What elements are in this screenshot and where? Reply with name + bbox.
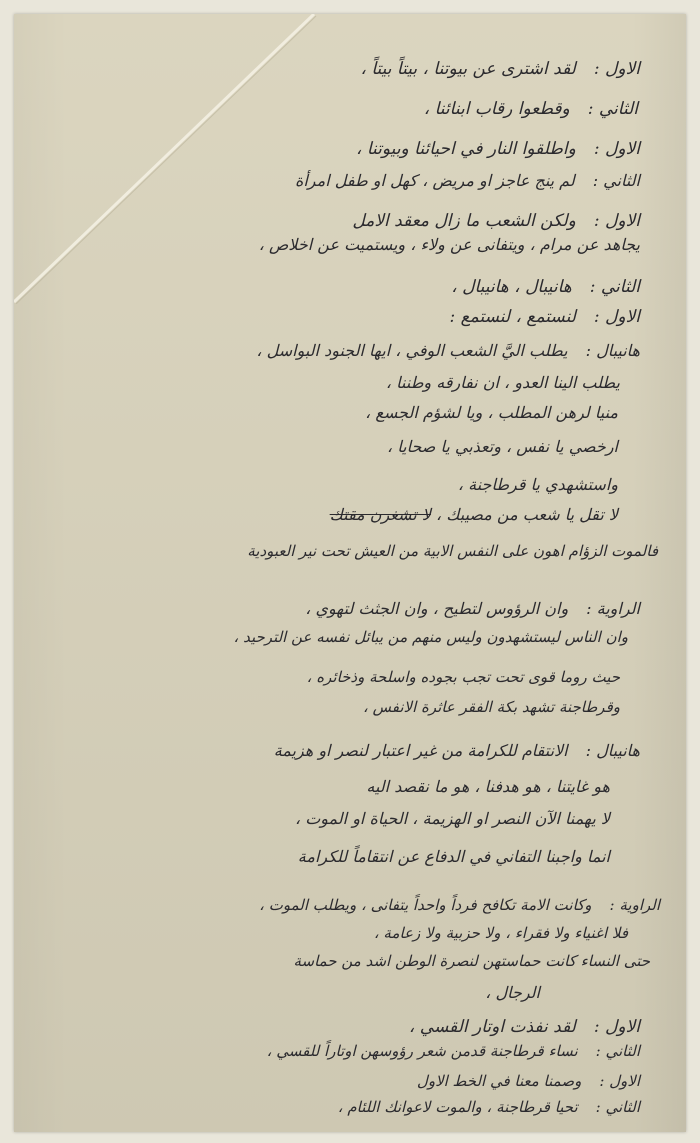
line-text: وكانت الامة تكافح فرداً واحداً يتفانى ، ويطلب الموت ، [259, 896, 592, 914]
text-line [307, 666, 620, 688]
text-line [259, 894, 660, 916]
text-line [267, 1040, 640, 1062]
text-line [352, 210, 640, 232]
line-text: حتى النساء كانت حماستهن لنصرة الوطن اشد من حماسة [293, 952, 650, 970]
line-text: وان الناس ليستشهدون وليس منهم من يبائل نفسه عن الترحيد ، [233, 628, 628, 646]
line-text: وقرطاجنة تشهد بكة الفقر عاثرة الانفس ، [363, 698, 620, 716]
text-line [417, 1070, 640, 1092]
text-line [366, 776, 610, 798]
line-text: الانتقام للكرامة من غير اعتبار لنصر او هزيمة [273, 741, 568, 760]
text-line [409, 1016, 640, 1038]
line-text: لنستمع ، لنستمع : [449, 307, 576, 327]
speaker-label: الثاني : [589, 277, 640, 297]
speaker-label: الثاني : [587, 99, 638, 119]
line-text: ارخصي يا نفس ، وتعذبي يا صحايا ، [386, 437, 618, 456]
text-line [356, 138, 640, 160]
text-line [449, 306, 640, 328]
text-line [363, 696, 620, 718]
speaker-label: الثاني : [595, 1042, 640, 1060]
line-text: انما واجبنا التفاني في الدفاع عن انتقاماً للكرامة [297, 847, 610, 866]
speaker-label: الاول : [593, 211, 640, 231]
speaker-label: الاول : [593, 1017, 640, 1037]
text-line [458, 474, 618, 496]
text-line [338, 1096, 640, 1118]
text-line [247, 540, 658, 562]
line-text: فالموت الزؤام اهون على النفس الابية من العيش تحت نير العبودية [247, 542, 658, 560]
line-text: لا يهمنا الآن النصر او الهزيمة ، الحياة او الموت ، [294, 809, 610, 828]
speaker-label: الاول : [593, 307, 640, 327]
text-line [234, 626, 628, 648]
line-text: لم ينج عاجز او مريض ، كهل او طفل امرأة [294, 171, 575, 190]
line-text: نساء قرطاجنة قدمن شعر رؤوسهن اوتاراً للقسي ، [266, 1042, 578, 1060]
text-line [360, 58, 640, 80]
line-text: وان الرؤوس لتطيح ، وان الجثث لتهوي ، [305, 599, 569, 618]
line-text: لقد اشترى عن بيوتنا ، بيتاً بيتاً ، [360, 59, 576, 79]
speaker-label: الاول : [593, 59, 640, 79]
struck-text: لا تشغرن مقتك [329, 505, 431, 524]
text-line [374, 922, 628, 944]
line-text: تحيا قرطاجنة ، والموت لاعوانك اللئام ، [337, 1098, 578, 1116]
line-text: يجاهد عن مرام ، ويتفانى عن ولاء ، ويستميت عن اخلاص ، [258, 235, 640, 254]
line-text: وقطعوا رقاب ابنائنا ، [423, 99, 570, 119]
text-line [298, 846, 610, 868]
text-line [295, 170, 640, 192]
line-text: وصمنا معنا في الخط الاول [416, 1072, 582, 1090]
line-text: حيث روما قوى تحت تجب بجوده واسلحة وذخائره ، [306, 668, 620, 686]
speaker-label: الراوية : [586, 599, 640, 618]
line-text: ولكن الشعب ما زال معقد الامل [352, 211, 576, 231]
text-line [295, 808, 610, 830]
speaker-label: هانيبال : [585, 741, 640, 760]
text-line [330, 504, 618, 526]
text-line [293, 950, 650, 972]
line-text: الرجال ، [485, 983, 540, 1002]
line-text: منيا لرهن المطلب ، ويا لشؤم الجسع ، [365, 403, 618, 422]
text-line [256, 340, 640, 362]
text-line [424, 98, 638, 120]
speaker-label: الاول : [599, 1072, 640, 1090]
line-text: فلا اغنياء ولا فقراء ، ولا حزبية ولا زعامة ، [373, 924, 628, 942]
text-line [485, 982, 540, 1004]
line-text: يطلب الينا العدو ، ان نفارقه وطننا ، [385, 373, 620, 392]
line-text: واطلقوا النار في احيائنا وبيوتنا ، [355, 139, 576, 159]
text-line [305, 598, 640, 620]
text-line [274, 740, 640, 762]
text-line [259, 234, 640, 256]
line-text: واستشهدي يا قرطاجنة ، [457, 475, 618, 494]
line-text: هو غايتنا ، هو هدفنا ، هو ما نقصد اليه [366, 777, 610, 796]
text-line [387, 436, 618, 458]
speaker-label: هانيبال : [585, 341, 640, 360]
speaker-label: الاول : [593, 139, 640, 159]
text-line [365, 402, 618, 424]
line-text: لا تقل يا شعب من مصيبك ، لا تشغرن مقتك [329, 505, 618, 524]
speaker-label: الراوية : [609, 896, 660, 914]
line-text: هانيبال ، هانيبال ، [451, 277, 572, 297]
speaker-label: الثاني : [595, 1098, 640, 1116]
line-text: لقد نفذت اوتار القسي ، [408, 1017, 576, 1037]
speaker-label: الثاني : [592, 171, 640, 190]
line-text: يطلب اليَّ الشعب الوفي ، ايها الجنود البواسل ، [256, 341, 568, 360]
text-line [451, 276, 640, 298]
text-line [386, 372, 620, 394]
